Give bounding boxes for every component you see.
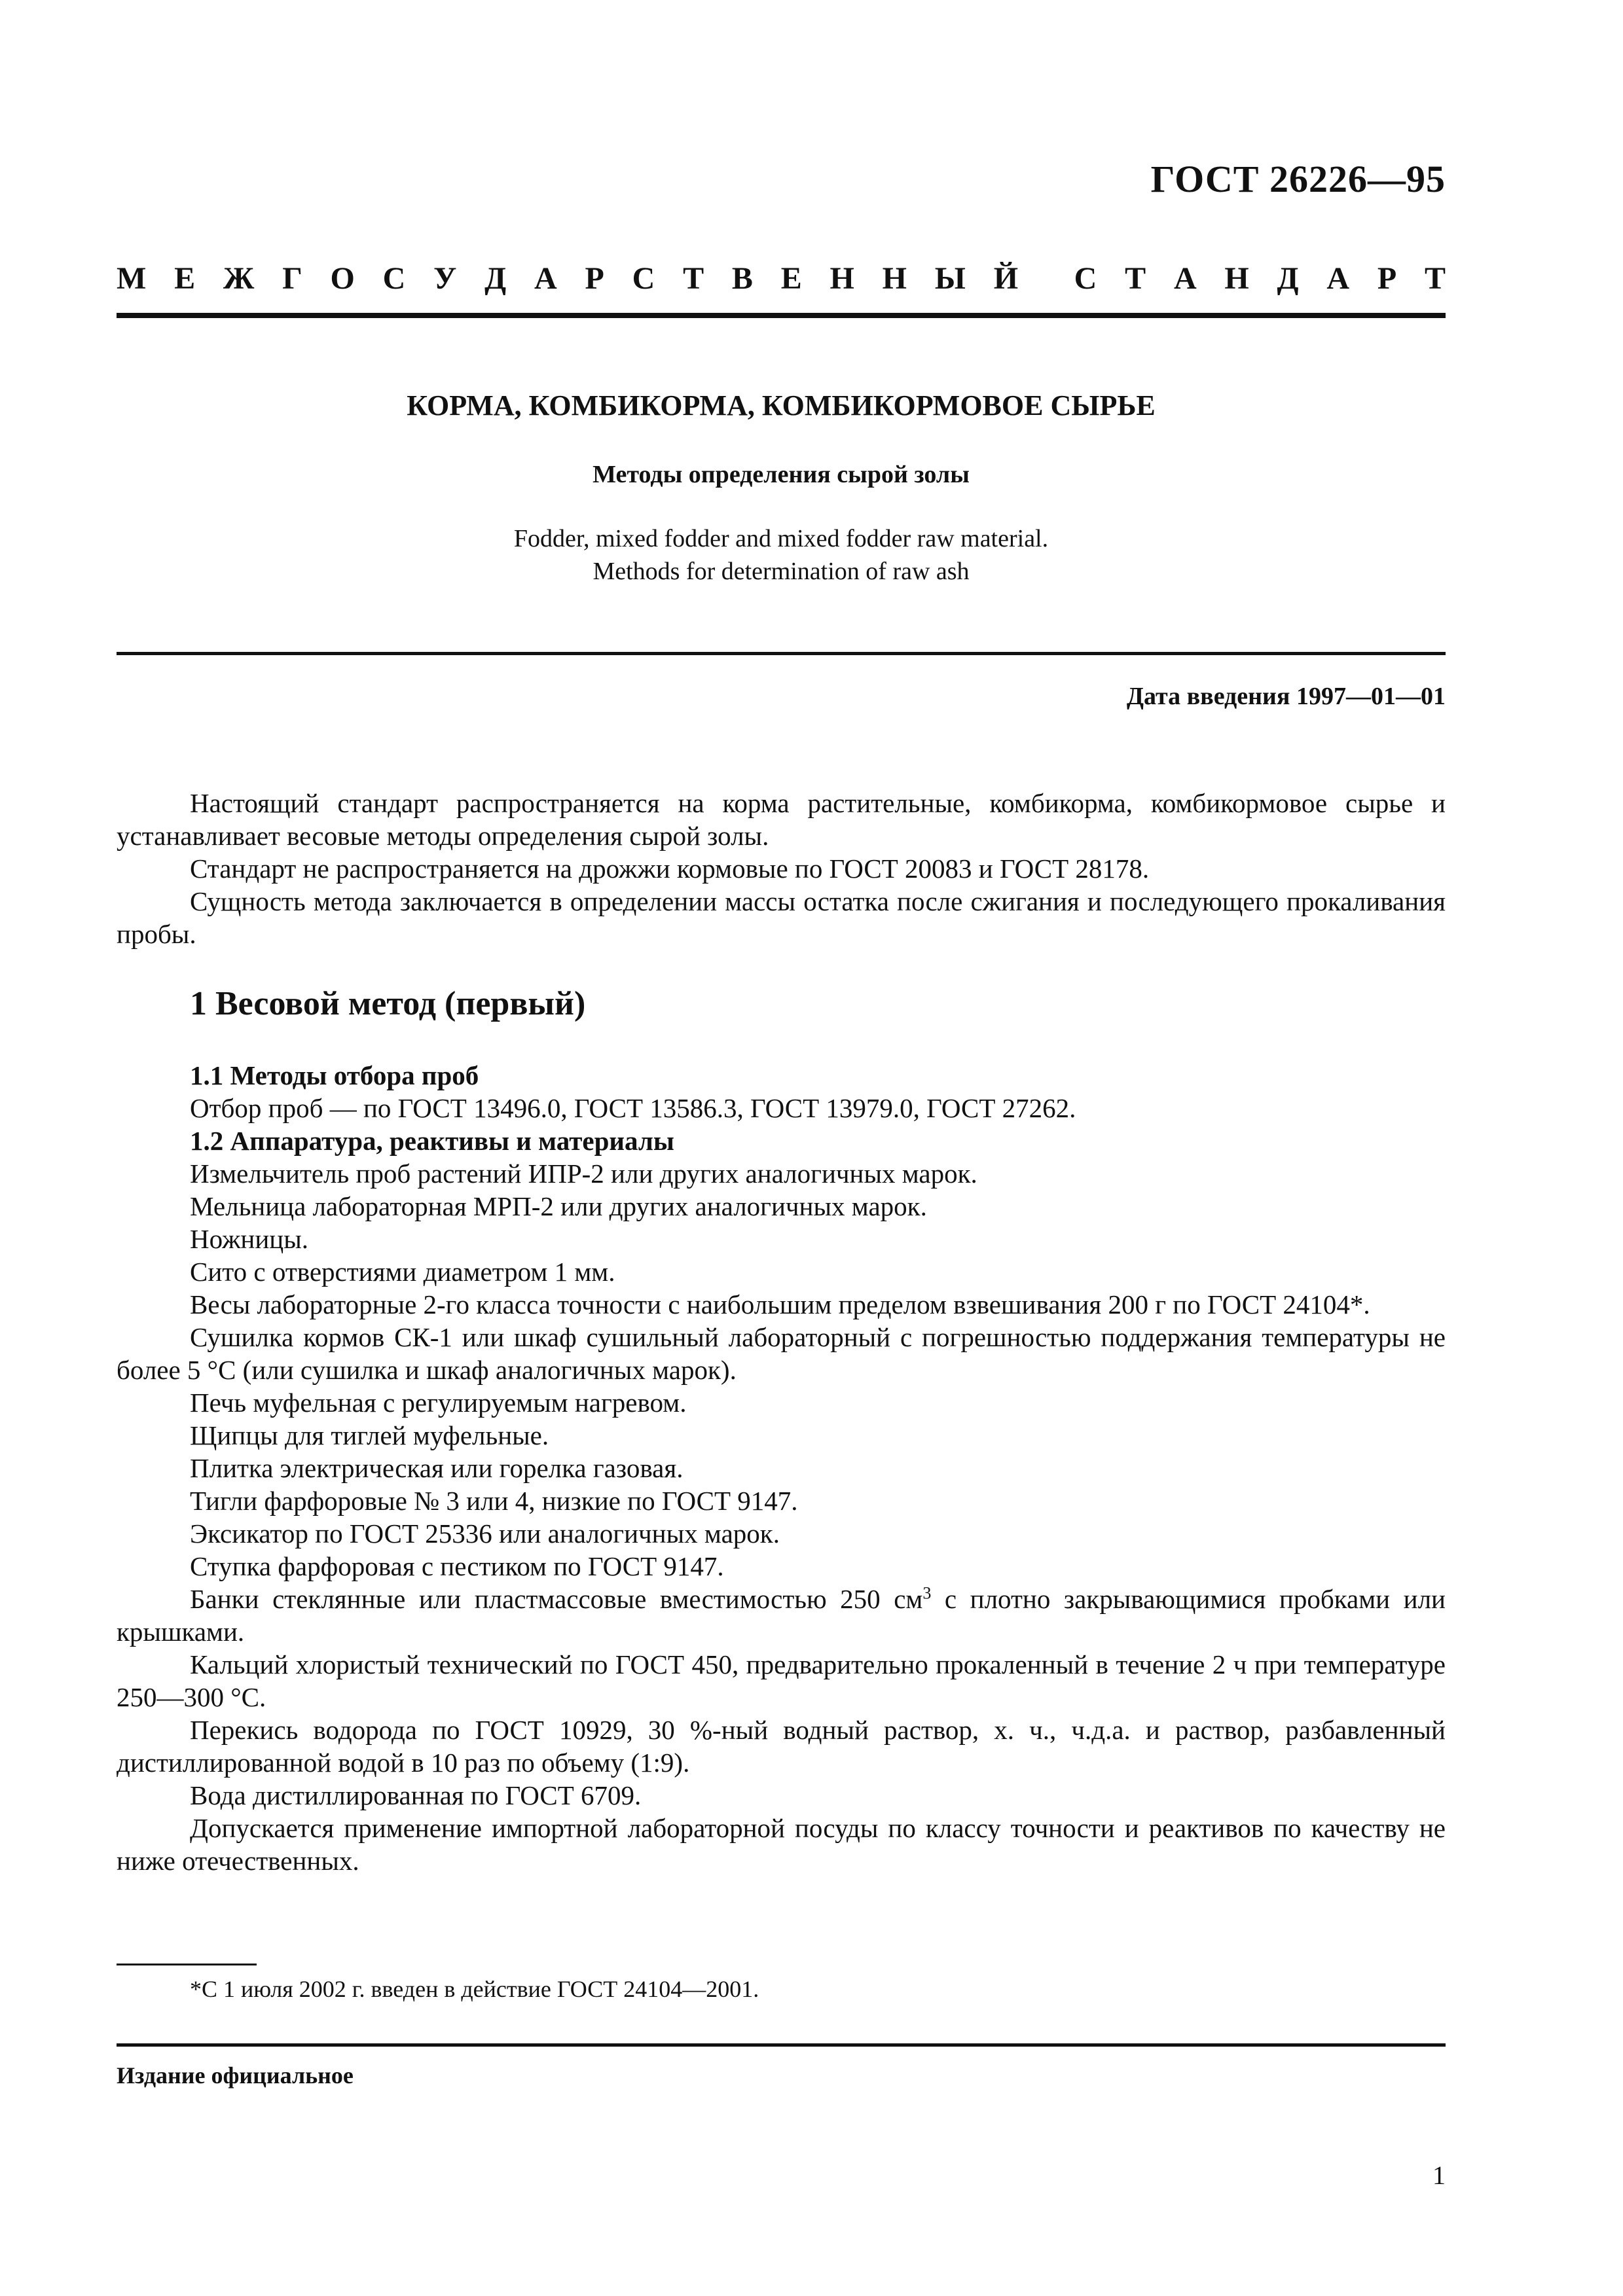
banner-letter: А — [1173, 261, 1197, 296]
banner-letter: А — [1326, 261, 1350, 296]
equipment-item: Сито с отверстиями диаметром 1 мм. — [190, 1257, 615, 1287]
banner-letter: Н — [830, 261, 854, 296]
document-number: ГОСТ 26226—95 — [1150, 158, 1446, 200]
banner-letter: Е — [174, 261, 196, 296]
equipment-item: Тигли фарфоровые № 3 или 4, низкие по ГОСТ 9147. — [190, 1486, 798, 1516]
section-heading: 1 Весовой метод (первый) — [190, 985, 586, 1022]
banner-letter: Н — [1224, 261, 1249, 296]
footer-rule — [117, 2043, 1446, 2047]
superscript: 3 — [922, 1583, 932, 1603]
banner-letter: О — [330, 261, 355, 296]
banner-letter: Т — [1424, 261, 1446, 296]
jars-text: Банки стеклянные или пластмассовые вместимостью 250 см — [190, 1584, 923, 1614]
intro-paragraph: Настоящий стандарт распространяется на корма растительные, комбикорма, комбикормовое сырье и устанавливает весовые методы определения сырой золы. — [117, 788, 1446, 851]
equipment-item: Допускается применение импортной лабораторной посуды по классу точности и реактивов по качеству не ниже отечественных. — [117, 1813, 1446, 1876]
document-title: КОРМА, КОМБИКОРМА, КОМБИКОРМОВОЕ СЫРЬЕ — [407, 389, 1156, 422]
document-page — [117, 0, 1446, 2296]
equipment-item: Весы лабораторные 2-го класса точности с наибольшим пределом взвешивания 200 г по ГОСТ 24104*. — [190, 1289, 1370, 1319]
banner-letter: Н — [882, 261, 907, 296]
banner-letter: Ж — [223, 261, 255, 296]
document-body — [117, 787, 1446, 1877]
equipment-item: Мельница лабораторная МРП-2 или других аналогичных марок. — [190, 1191, 927, 1221]
jars-text-end: с плотно закрывающимися пробками или крышками. — [117, 1584, 1446, 1647]
banner-letter: У — [433, 261, 457, 296]
banner-letter: С — [1074, 261, 1097, 296]
intro-paragraph: Стандарт не распространяется на дрожжи кормовые по ГОСТ 20083 и ГОСТ 28178. — [190, 853, 1150, 884]
introduction-date: Дата введения 1997—01—01 — [1126, 683, 1446, 710]
page-number: 1 — [1432, 2161, 1446, 2190]
subsection-heading: 1.2 Аппаратура, реактивы и материалы — [190, 1126, 674, 1156]
equipment-item: Сушилка кормов СК-1 или шкаф сушильный лабораторный с погрешностью поддержания температуры не более 5 °С (или сушилка и шкаф аналогичных марок). — [117, 1322, 1446, 1385]
banner-letter: Г — [282, 261, 302, 296]
footnote: *С 1 июля 2002 г. введен в действие ГОСТ 24104—2001. — [190, 1976, 759, 2002]
equipment-item: Ступка фарфоровая с пестиком по ГОСТ 9147. — [190, 1551, 724, 1581]
subsection-heading: 1.1 Методы отбора проб — [190, 1060, 479, 1090]
interstate-standard-banner — [117, 260, 1446, 296]
english-title-line: Fodder, mixed fodder and mixed fodder raw material. — [513, 525, 1049, 552]
equipment-item: Вода дистиллированная по ГОСТ 6709. — [190, 1780, 642, 1810]
banner-letter: А — [534, 261, 557, 296]
title-rule — [117, 652, 1446, 655]
banner-letter: С — [382, 261, 406, 296]
banner-letter: В — [731, 261, 753, 296]
banner-letter: Е — [780, 261, 802, 296]
equipment-item: Щипцы для тиглей муфельные. — [190, 1420, 549, 1450]
banner-letter: Д — [484, 261, 507, 296]
banner-letter: Р — [585, 261, 604, 296]
equipment-item: Печь муфельная с регулируемым нагревом. — [190, 1388, 687, 1418]
equipment-item: Плитка электрическая или горелка газовая. — [190, 1453, 684, 1483]
intro-paragraph: Сущность метода заключается в определении массы остатка после сжигания и последующего прокаливания пробы. — [117, 886, 1446, 949]
equipment-item: Кальций хлористый технический по ГОСТ 450, предварительно прокаленный в течение 2 ч при температуре 250—300 °С. — [117, 1649, 1446, 1712]
equipment-item: Эксикатор по ГОСТ 25336 или аналогичных марок. — [190, 1518, 780, 1549]
banner-letter: Т — [683, 261, 704, 296]
banner-letter: Д — [1277, 261, 1299, 296]
equipment-item: Перекись водорода по ГОСТ 10929, 30 %-ный водный раствор, х. ч., ч.д.а. и раствор, разбавленный дистиллированной водой в 10 раз по объему (1:9). — [117, 1715, 1446, 1778]
equipment-item — [117, 1583, 1446, 1648]
banner-letter: Ы — [934, 261, 966, 296]
banner-letter: Й — [993, 261, 1019, 296]
edition-label: Издание официальное — [117, 2062, 354, 2089]
english-title-line: Methods for determination of raw ash — [593, 558, 970, 585]
document-subtitle: Методы определения сырой золы — [593, 461, 970, 488]
equipment-item: Ножницы. — [190, 1224, 309, 1254]
banner-letter: С — [632, 261, 655, 296]
banner-letter: Р — [1377, 261, 1397, 296]
equipment-item: Измельчитель проб растений ИПР-2 или других аналогичных марок. — [190, 1158, 977, 1189]
paragraph: Отбор проб — по ГОСТ 13496.0, ГОСТ 13586.3, ГОСТ 13979.0, ГОСТ 27262. — [190, 1093, 1076, 1123]
footnote-rule — [117, 1964, 257, 1965]
banner-rule — [117, 313, 1446, 318]
english-title — [117, 522, 1446, 588]
banner-letter: Т — [1125, 261, 1146, 296]
banner-letter: М — [117, 261, 147, 296]
